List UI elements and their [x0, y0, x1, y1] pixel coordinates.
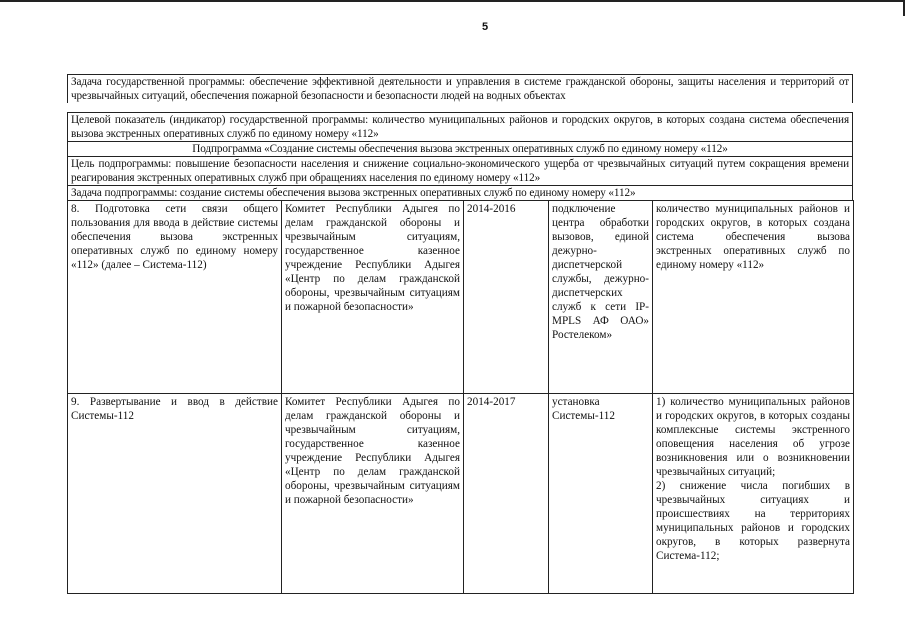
subprogram-title: Подпрограмма «Создание системы обеспечения вызова экстренных оперативных служб по единому номеру «112» [67, 141, 853, 156]
table-row [68, 201, 854, 394]
result-cell: установка Системы-112 [549, 394, 653, 594]
page-number: 5 [481, 21, 489, 33]
executor-cell: Комитет Республики Адыгея по делам гражданской обороны и чрезвычайным ситуациям, государственное казенное учреждение Республики Адыгея «Центр по делам гражданской обороны, чрезвычайным ситуациям и пожарной безопасности» [282, 201, 464, 394]
measures-table [67, 200, 854, 594]
document-table [67, 74, 853, 594]
page-frame-edge [0, 0, 905, 16]
subprogram-goal: Цель подпрограммы: повышение безопасности населения и снижение социально-экономического ущерба от чрезвычайных ситуаций путем сокращения времени реагирования экстренных оперативных служб при обращениях населения по единому номеру «112» [67, 156, 853, 185]
program-indicator: Целевой показатель (индикатор) государственной программы: количество муниципальных районов и городских округов, в которых создана система обеспечения вызова экстренных оперативных служб по единому номеру «112» [67, 112, 853, 141]
result-cell: подключение центра обработки вызовов, единой дежурно-диспетчерской службы, дежурно-диспетчерских служб к сети IP-MPLS АФ ОАО» Ростелеком» [549, 201, 653, 394]
period-cell: 2014-2016 [464, 201, 549, 394]
measure-cell: 8. Подготовка сети связи общего пользования для ввода в действие системы обеспечения вызова экстренных оперативных служб по единому номеру «112» (далее – Система-112) [68, 201, 282, 394]
executor-cell: Комитет Республики Адыгея по делам гражданской обороны и чрезвычайным ситуациям, государственное казенное учреждение Республики Адыгея «Центр по делам гражданской обороны, чрезвычайным ситуациям и пожарной безопасности» [282, 394, 464, 594]
period-cell: 2014-2017 [464, 394, 549, 594]
indicator-cell: 1) количество муниципальных районов и городских округов, в которых созданы комплексные системы экстренного оповещения населения об угрозе возникновения или о возникновении чрезвычайных ситуаций; 2) снижение числа погибших в чрезвычайных ситуациях и происшествиях на территориях муниципальных районов и городских округов, в которых развернута Система-112; [653, 394, 854, 594]
table-row [68, 394, 854, 594]
program-task: Задача государственной программы: обеспечение эффективной деятельности и управления в системе гражданской обороны, защиты населения и территорий от чрезвычайных ситуаций, обеспечения пожарной безопасности и безопасности людей на водных объектах [67, 74, 853, 103]
subprogram-task: Задача подпрограммы: создание системы обеспечения вызова экстренных оперативных служб по единому номеру «112» [67, 185, 853, 200]
measure-cell: 9. Развертывание и ввод в действие Системы-112 [68, 394, 282, 594]
indicator-cell: количество муниципальных районов и городских округов, в которых создана система обеспечения вызова экстренных оперативных служб по единому номеру «112» [653, 201, 854, 394]
